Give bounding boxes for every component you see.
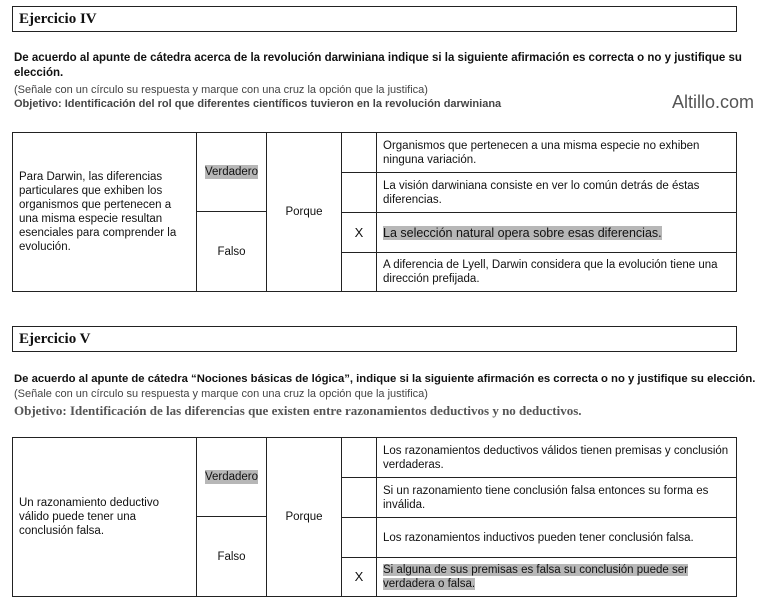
- exercise-4-option-cell-3: [376, 212, 737, 253]
- exercise-5-verdadero-cell: [196, 437, 267, 517]
- exercise-4-verdadero-option[interactable]: Verdadero: [204, 166, 259, 178]
- exercise-5-mark-4: X: [354, 569, 364, 584]
- exercise-4-mark-3: X: [354, 224, 364, 240]
- exercise-5-option-cell-3: [376, 517, 737, 558]
- watermark: Altillo.com: [672, 92, 755, 112]
- exercise-5-option-4: Si alguna de sus premisas es falsa su conclusión puede ser verdadera o falsa.: [383, 564, 688, 590]
- exercise-4-instruction-line2: elección.: [14, 67, 64, 79]
- exercise-5-mark-cell-1[interactable]: [341, 437, 377, 478]
- exercise-4-statement-cell: [12, 132, 197, 292]
- exercise-5-mark-cell-4[interactable]: [341, 557, 377, 597]
- exercise-5-porque-label: Porque: [285, 511, 323, 523]
- exercise-4-mark-cell-1[interactable]: [341, 132, 377, 173]
- exercise-5-title: Ejercicio V: [12, 326, 737, 352]
- exercise-4-falso-cell: [196, 211, 267, 292]
- exercise-4-option-3: La selección natural opera sobre esas diferencias.: [383, 225, 662, 240]
- exercise-4-verdadero-cell: [196, 132, 267, 212]
- exercise-5-subnote: (Señale con un círculo su respuesta y marque con una cruz la opción que la justifica): [14, 388, 428, 400]
- exercise-4-subnote: (Señale con un círculo su respuesta y marque con una cruz la opción que la justifica): [14, 84, 428, 96]
- exercise-5-objective: Objetivo: Identificación de las diferencias que existen entre razonamientos deductivos y no deductivos.: [14, 403, 582, 418]
- exercise-4-statement: Para Darwin, las diferencias particulares que exhiben los organismos que pertenecen a una misma especie resultan esenciales para comprender la evolución.: [19, 171, 177, 253]
- exercise-5-statement-cell: [12, 437, 197, 597]
- exercise-5-mark-cell-3[interactable]: [341, 517, 377, 558]
- exercise-5-porque-cell: [266, 437, 342, 597]
- exercise-4-mark-cell-2[interactable]: [341, 172, 377, 213]
- exercise-4-mark-cell-4[interactable]: [341, 252, 377, 292]
- exercise-5-option-1: Los razonamientos deductivos válidos tienen premisas y conclusión verdaderas.: [383, 444, 729, 471]
- exercise-4-option-4: A diferencia de Lyell, Darwin considera que la evolución tiene una dirección prefijada.: [383, 259, 718, 285]
- exercise-5-statement: Un razonamiento deductivo válido puede tener una conclusión falsa.: [19, 497, 159, 537]
- exercise-4-mark-cell-3[interactable]: [341, 212, 377, 253]
- exercise-5-option-cell-2: [376, 477, 737, 518]
- exercise-5-option-2: Si un razonamiento tiene conclusión falsa entonces su forma es inválida.: [383, 484, 709, 511]
- exercise-4-falso-option[interactable]: Falso: [217, 245, 246, 258]
- exercise-4-porque-label: Porque: [285, 206, 323, 218]
- exercise-4-option-cell-4: [376, 252, 737, 292]
- exercise-5-verdadero-option[interactable]: Verdadero: [204, 471, 259, 483]
- exercise-4-option-2: La visión darwiniana consiste en ver lo común detrás de éstas diferencias.: [383, 179, 700, 206]
- exercise-4-instruction-line1: De acuerdo al apunte de cátedra acerca de la revolución darwiniana indique si la siguiente afirmación es correcta o no y justifique su: [14, 52, 742, 64]
- exercise-5-option-3: Los razonamientos inductivos pueden tener conclusión falsa.: [383, 531, 694, 544]
- exercise-4-option-1: Organismos que pertenecen a una misma especie no exhiben ninguna variación.: [383, 139, 700, 166]
- exercise-5-mark-cell-2[interactable]: [341, 477, 377, 518]
- exercise-4-porque-cell: [266, 132, 342, 292]
- exercise-4-option-cell-1: [376, 132, 737, 173]
- exercise-5-option-cell-4: [376, 557, 737, 597]
- exercise-5-option-cell-1: [376, 437, 737, 478]
- exercise-5-falso-option[interactable]: Falso: [217, 550, 246, 563]
- exercise-4-title: Ejercicio IV: [12, 6, 737, 32]
- exercise-4-objective: Objetivo: Identificación del rol que diferentes científicos tuvieron en la revolución darwiniana: [14, 98, 502, 110]
- exercise-4-option-cell-2: [376, 172, 737, 213]
- exercise-5-falso-cell: [196, 516, 267, 597]
- exercise-5-instruction: De acuerdo al apunte de cátedra “Nociones básicas de lógica”, indique si la siguiente afirmación es correcta o no y justifique su elección.: [14, 373, 756, 385]
